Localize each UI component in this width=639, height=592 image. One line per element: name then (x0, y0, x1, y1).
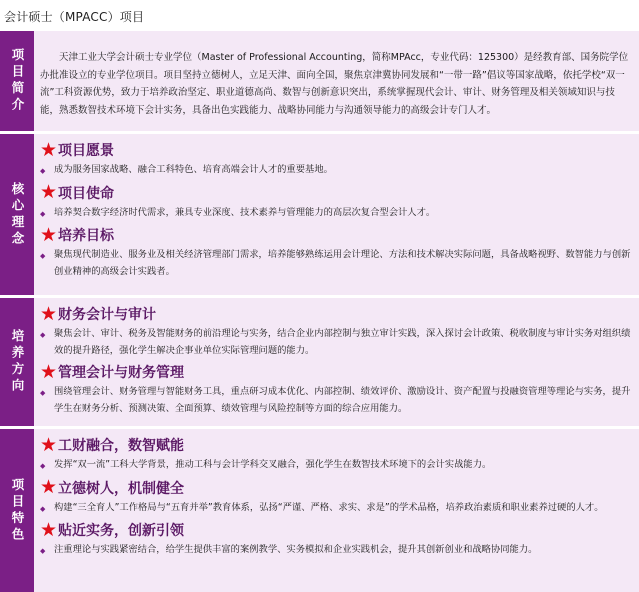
section-side-label (0, 134, 34, 295)
diamond-icon: ◆ (40, 209, 46, 218)
subheading-text: 项目使命 (58, 185, 115, 202)
section-content (34, 429, 639, 592)
subheading (40, 182, 633, 204)
subheading-text: 管理会计与财务管理 (58, 365, 185, 381)
bullet-text: 培养契合数字经济时代需求，兼具专业深度、技术素养与管理能力的高层次复合型会计人才。 (54, 206, 436, 218)
star-icon: ★ (40, 138, 58, 161)
bullet-item (40, 247, 633, 280)
bullet-item (40, 457, 633, 475)
subheading (40, 303, 633, 325)
section-intro (0, 31, 639, 134)
bullet-item (40, 500, 633, 518)
star-icon: ★ (40, 223, 58, 246)
section-directions (0, 298, 639, 429)
star-icon: ★ (40, 433, 58, 456)
subheading-text: 立德树人，机制健全 (58, 480, 185, 497)
intro-paragraph: 天津工业大学会计硕士专业学位（Master of Professional Accounting，简称MPAcc，专业代码：125300）是经教育部、国务院学位办批准设立的专业学位项目。项目坚持立德树人，立足天津、面向全国，聚焦京津冀协同发展和“一带一路”倡议等国家战略，依托学校“双一流”工科资源优势，致力于培养政治坚定、职业道德高尚、数智与创新意识突出，系统掌握现代会计、审计、财务管理及相关领域知识与技能，熟悉数智技术环境下会计实务，具备出色实践能力、战略协同能力与沟通领导能力的高级会计专门人才。 (40, 52, 629, 116)
star-icon: ★ (40, 181, 58, 203)
subheading-text: 项目愿景 (58, 143, 115, 159)
section-label-text: 项目简介 (10, 48, 25, 114)
star-icon: ★ (40, 360, 58, 383)
bullet-text: 构建“三全育人”工作格局与“五育并举”教育体系，弘扬“严谨、严格、求实、求是”的学术品格，培养政治素质和职业素养过硬的人才。 (54, 501, 604, 513)
bullet-item (40, 542, 633, 560)
subheading-text: 培养目标 (58, 228, 115, 244)
bullet-text: 发挥“双一流”工科大学背景，推动工科与会计学科交叉融合，强化学生在数智技术环境下的会计实战能力。 (54, 459, 492, 470)
page-title: 会计硕士（MPACC）项目 (4, 10, 145, 24)
section-label-text: 培养方向 (10, 329, 25, 395)
section-core-concept (0, 134, 639, 298)
subheading (40, 477, 633, 499)
section-content (34, 134, 639, 295)
subheading (40, 434, 633, 456)
diamond-icon: ◆ (40, 331, 46, 339)
bullet-item (40, 205, 633, 223)
star-icon: ★ (40, 518, 58, 541)
diamond-icon: ◆ (40, 462, 46, 470)
section-side-label (0, 298, 34, 426)
section-features (0, 429, 639, 592)
section-content (34, 31, 639, 131)
bullet-item (40, 162, 633, 180)
diamond-icon: ◆ (40, 504, 46, 513)
subheading (40, 224, 633, 246)
subheading (40, 361, 633, 383)
diamond-icon: ◆ (40, 547, 46, 555)
bullet-text: 注重理论与实践紧密结合，给学生提供丰富的案例教学、实务模拟和企业实践机会，提升其创新创业和战略协同能力。 (54, 544, 538, 555)
bullet-text: 聚焦会计、审计、税务及智能财务的前沿理论与实务，结合企业内部控制与独立审计实践，深入探讨会计政策、税收制度与审计实务对组织绩效的提升路径，强化学生解决企事业单位实际管理问题的能力。 (54, 328, 631, 356)
bullet-text: 聚焦现代制造业、服务业及相关经济管理部门需求，培养能够熟练运用会计理论、方法和技术解决实际问题，具备战略视野、数智能力与创新创业精神的高级会计实践者。 (54, 249, 631, 277)
subheading (40, 139, 633, 161)
bullet-item (40, 384, 633, 417)
bullet-text: 成为服务国家战略、融合工科特色、培育高端会计人才的重要基地。 (54, 164, 333, 175)
subheading-text: 财务会计与审计 (58, 307, 157, 323)
diamond-icon: ◆ (40, 389, 46, 397)
star-icon: ★ (40, 302, 58, 325)
star-icon: ★ (40, 476, 58, 498)
subheading-text: 贴近实务，创新引领 (58, 523, 185, 539)
subheading-text: 工财融合，数智赋能 (58, 438, 185, 454)
section-content (34, 298, 639, 426)
diamond-icon: ◆ (40, 252, 46, 260)
bullet-text: 围绕管理会计、财务管理与智能财务工具，重点研习成本优化、内部控制、绩效评价、激励设计、资产配置与投融资管理等理论与实务，提升学生在财务分析、预测决策、全面预算、绩效管理与风险控制等方面的综合应用能力。 (54, 386, 631, 414)
section-side-label (0, 429, 34, 592)
subheading (40, 519, 633, 541)
diamond-icon: ◆ (40, 167, 46, 175)
bullet-item (40, 326, 633, 359)
section-label-text: 核心理念 (10, 181, 25, 248)
section-label-text: 项目特色 (10, 477, 25, 544)
section-side-label (0, 31, 34, 131)
